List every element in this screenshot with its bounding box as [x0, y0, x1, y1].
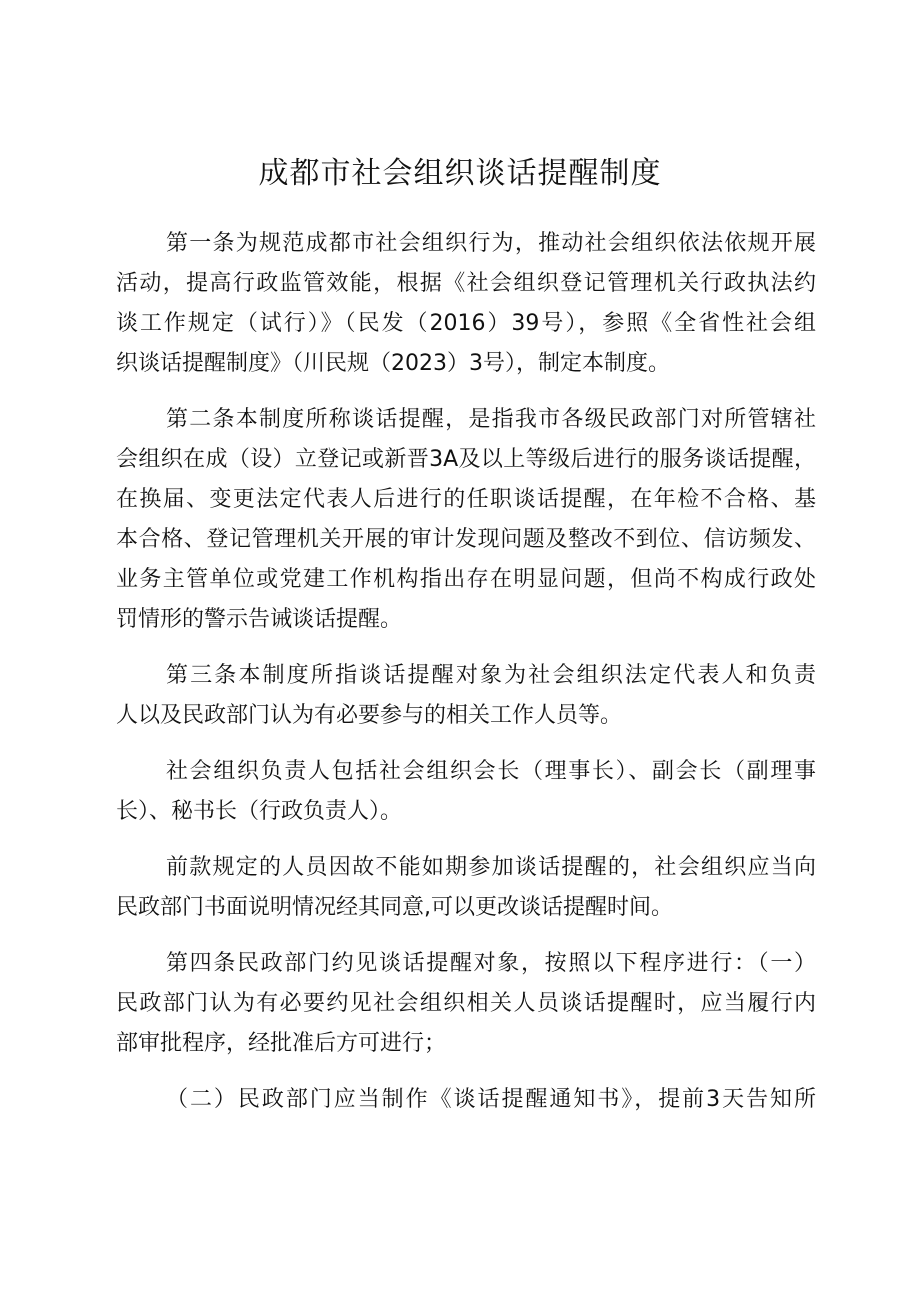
- paragraph-article-2: [116, 400, 816, 640]
- paragraph-article-1: [116, 224, 816, 384]
- paragraph-line: 本合格、登记管理机关开展的审计发现问题及整改不到位、信访频发、: [116, 527, 816, 552]
- paragraph-line: 业务主管单位或党建工作机构指出存在明显问题，但尚不构成行政处: [116, 567, 816, 592]
- paragraph-line: （二）民政部门应当制作《谈话提醒通知书》，提前3天告知所: [166, 1087, 816, 1112]
- paragraph-line: 第一条为规范成都市社会组织行为，推动社会组织依法依规开展: [166, 231, 816, 256]
- paragraph-line: 民政部门书面说明情况经其同意,可以更改谈话提醒时间。: [116, 895, 673, 920]
- paragraph-line: 民政部门认为有必要约见社会组织相关人员谈话提醒时，应当履行内: [116, 991, 816, 1016]
- paragraph-line: 第四条民政部门约见谈话提醒对象，按照以下程序进行：（一）: [166, 951, 816, 976]
- document-body: [116, 224, 816, 1120]
- paragraph-line: 活动，提高行政监管效能，根据《社会组织登记管理机关行政执法约: [116, 271, 816, 296]
- paragraph-line: 长）、秘书长（行政负责人）。: [116, 799, 403, 824]
- paragraph-line: 会组织在成（设）立登记或新晋3A及以上等级后进行的服务谈话提醒，: [116, 447, 816, 472]
- paragraph-article-4: [116, 944, 816, 1064]
- paragraph-article-3: [116, 656, 816, 736]
- paragraph-line: 第三条本制度所指谈话提醒对象为社会组织法定代表人和负责: [166, 663, 816, 688]
- paragraph-line: 社会组织负责人包括社会组织会长（理事长）、副会长（副理事: [166, 759, 816, 784]
- paragraph-line: 罚情形的警示告诫谈话提醒。: [116, 607, 403, 632]
- paragraph-line: 部审批程序，经批准后方可进行；: [116, 1031, 447, 1056]
- paragraph-line: 织谈话提醒制度》（川民规（2023）3号），制定本制度。: [116, 351, 670, 376]
- paragraph-line: 谈工作规定（试行）》（民发（2016）39号），参照《全省性社会组: [116, 311, 816, 336]
- document-title: 成都市社会组织谈话提醒制度: [258, 156, 662, 191]
- paragraph-line: 前款规定的人员因故不能如期参加谈话提醒的，社会组织应当向: [166, 855, 816, 880]
- paragraph-line: 在换届、变更法定代表人后进行的任职谈话提醒，在年检不合格、基: [116, 487, 816, 512]
- paragraph-line: 人以及民政部门认为有必要参与的相关工作人员等。: [116, 703, 623, 728]
- paragraph-responsible-persons: [116, 752, 816, 832]
- paragraph-line: 第二条本制度所称谈话提醒，是指我市各级民政部门对所管辖社: [166, 407, 816, 432]
- paragraph-article-4-item-2: [116, 1080, 816, 1120]
- paragraph-reschedule: [116, 848, 816, 928]
